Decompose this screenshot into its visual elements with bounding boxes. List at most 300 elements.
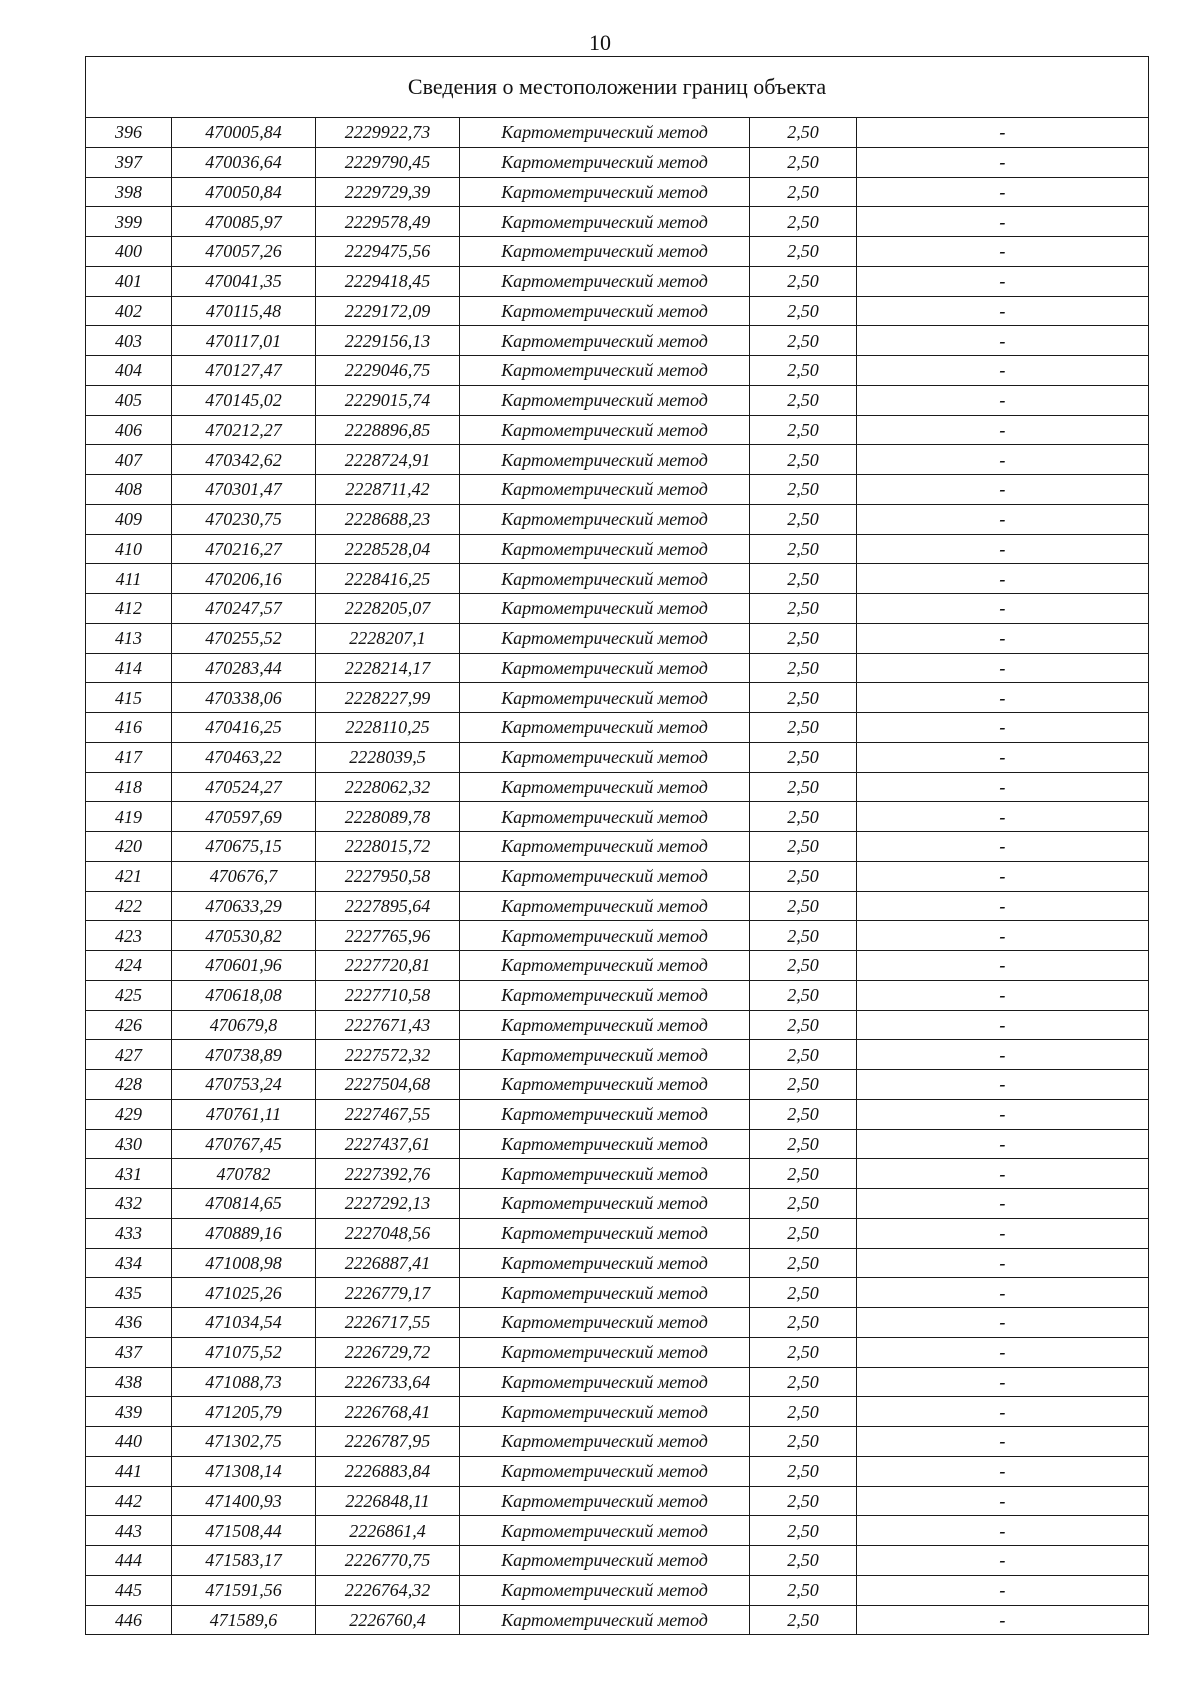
cell-description: - bbox=[857, 802, 1149, 832]
table-row bbox=[86, 504, 1149, 534]
cell-coord-x: 470679,8 bbox=[172, 1010, 316, 1040]
table-row bbox=[86, 415, 1149, 445]
cell-point-number: 425 bbox=[86, 980, 172, 1010]
cell-method: Картометрический метод bbox=[460, 742, 750, 772]
cell-coord-y: 2226779,17 bbox=[316, 1278, 460, 1308]
cell-coord-x: 471205,79 bbox=[172, 1397, 316, 1427]
cell-point-number: 443 bbox=[86, 1516, 172, 1546]
cell-point-number: 423 bbox=[86, 921, 172, 951]
boundary-location-table bbox=[85, 56, 1149, 1635]
cell-accuracy: 2,50 bbox=[750, 207, 857, 237]
table-row bbox=[86, 207, 1149, 237]
cell-coord-x: 470212,27 bbox=[172, 415, 316, 445]
table-row bbox=[86, 594, 1149, 624]
cell-description: - bbox=[857, 1367, 1149, 1397]
cell-coord-y: 2228896,85 bbox=[316, 415, 460, 445]
cell-description: - bbox=[857, 623, 1149, 653]
cell-description: - bbox=[857, 891, 1149, 921]
cell-accuracy: 2,50 bbox=[750, 475, 857, 505]
cell-coord-y: 2229172,09 bbox=[316, 296, 460, 326]
cell-accuracy: 2,50 bbox=[750, 1218, 857, 1248]
cell-coord-y: 2227437,61 bbox=[316, 1129, 460, 1159]
cell-description: - bbox=[857, 237, 1149, 267]
cell-method: Картометрический метод bbox=[460, 1189, 750, 1219]
cell-coord-x: 470005,84 bbox=[172, 118, 316, 148]
table-row bbox=[86, 1605, 1149, 1635]
table-title-row bbox=[86, 57, 1149, 118]
table-row bbox=[86, 1397, 1149, 1427]
cell-method: Картометрический метод bbox=[460, 385, 750, 415]
cell-method: Картометрический метод bbox=[460, 1486, 750, 1516]
cell-point-number: 413 bbox=[86, 623, 172, 653]
cell-accuracy: 2,50 bbox=[750, 147, 857, 177]
cell-point-number: 403 bbox=[86, 326, 172, 356]
cell-accuracy: 2,50 bbox=[750, 1456, 857, 1486]
cell-point-number: 437 bbox=[86, 1337, 172, 1367]
cell-point-number: 399 bbox=[86, 207, 172, 237]
cell-method: Картометрический метод bbox=[460, 1337, 750, 1367]
cell-point-number: 422 bbox=[86, 891, 172, 921]
cell-coord-y: 2226717,55 bbox=[316, 1308, 460, 1338]
cell-description: - bbox=[857, 832, 1149, 862]
cell-point-number: 410 bbox=[86, 534, 172, 564]
cell-coord-y: 2229922,73 bbox=[316, 118, 460, 148]
cell-accuracy: 2,50 bbox=[750, 1546, 857, 1576]
cell-coord-y: 2226729,72 bbox=[316, 1337, 460, 1367]
cell-coord-x: 471400,93 bbox=[172, 1486, 316, 1516]
cell-method: Картометрический метод bbox=[460, 237, 750, 267]
cell-method: Картометрический метод bbox=[460, 1367, 750, 1397]
cell-point-number: 432 bbox=[86, 1189, 172, 1219]
cell-accuracy: 2,50 bbox=[750, 1248, 857, 1278]
cell-coord-y: 2228724,91 bbox=[316, 445, 460, 475]
cell-point-number: 446 bbox=[86, 1605, 172, 1635]
cell-accuracy: 2,50 bbox=[750, 415, 857, 445]
cell-coord-x: 471025,26 bbox=[172, 1278, 316, 1308]
cell-method: Картометрический метод bbox=[460, 653, 750, 683]
cell-point-number: 445 bbox=[86, 1575, 172, 1605]
cell-method: Картометрический метод bbox=[460, 1397, 750, 1427]
cell-accuracy: 2,50 bbox=[750, 1010, 857, 1040]
cell-method: Картометрический метод bbox=[460, 623, 750, 653]
cell-point-number: 426 bbox=[86, 1010, 172, 1040]
table-row bbox=[86, 1546, 1149, 1576]
cell-accuracy: 2,50 bbox=[750, 861, 857, 891]
cell-method: Картометрический метод bbox=[460, 266, 750, 296]
cell-coord-x: 470530,82 bbox=[172, 921, 316, 951]
cell-method: Картометрический метод bbox=[460, 415, 750, 445]
cell-coord-y: 2228110,25 bbox=[316, 713, 460, 743]
cell-accuracy: 2,50 bbox=[750, 1367, 857, 1397]
cell-point-number: 429 bbox=[86, 1099, 172, 1129]
cell-coord-y: 2228528,04 bbox=[316, 534, 460, 564]
cell-point-number: 441 bbox=[86, 1456, 172, 1486]
cell-accuracy: 2,50 bbox=[750, 356, 857, 386]
table-row bbox=[86, 861, 1149, 891]
cell-method: Картометрический метод bbox=[460, 1546, 750, 1576]
cell-method: Картометрический метод bbox=[460, 594, 750, 624]
cell-method: Картометрический метод bbox=[460, 1308, 750, 1338]
cell-method: Картометрический метод bbox=[460, 1010, 750, 1040]
cell-description: - bbox=[857, 1248, 1149, 1278]
cell-method: Картометрический метод bbox=[460, 1605, 750, 1635]
cell-accuracy: 2,50 bbox=[750, 623, 857, 653]
cell-coord-x: 470416,25 bbox=[172, 713, 316, 743]
cell-method: Картометрический метод bbox=[460, 177, 750, 207]
table-row bbox=[86, 683, 1149, 713]
cell-point-number: 439 bbox=[86, 1397, 172, 1427]
cell-description: - bbox=[857, 980, 1149, 1010]
table-row bbox=[86, 1278, 1149, 1308]
cell-method: Картометрический метод bbox=[460, 445, 750, 475]
cell-coord-x: 470524,27 bbox=[172, 772, 316, 802]
table-row bbox=[86, 326, 1149, 356]
cell-method: Картометрический метод bbox=[460, 207, 750, 237]
cell-point-number: 415 bbox=[86, 683, 172, 713]
cell-coord-x: 470767,45 bbox=[172, 1129, 316, 1159]
cell-coord-x: 470036,64 bbox=[172, 147, 316, 177]
cell-coord-y: 2228214,17 bbox=[316, 653, 460, 683]
cell-coord-y: 2229046,75 bbox=[316, 356, 460, 386]
cell-coord-x: 470050,84 bbox=[172, 177, 316, 207]
table-row bbox=[86, 891, 1149, 921]
cell-description: - bbox=[857, 1129, 1149, 1159]
cell-method: Картометрический метод bbox=[460, 802, 750, 832]
cell-point-number: 411 bbox=[86, 564, 172, 594]
table-row bbox=[86, 1308, 1149, 1338]
cell-coord-x: 470085,97 bbox=[172, 207, 316, 237]
cell-coord-y: 2228062,32 bbox=[316, 772, 460, 802]
table-row bbox=[86, 385, 1149, 415]
table-row bbox=[86, 1516, 1149, 1546]
cell-description: - bbox=[857, 296, 1149, 326]
cell-coord-x: 471088,73 bbox=[172, 1367, 316, 1397]
cell-description: - bbox=[857, 475, 1149, 505]
cell-method: Картометрический метод bbox=[460, 118, 750, 148]
cell-description: - bbox=[857, 266, 1149, 296]
cell-description: - bbox=[857, 861, 1149, 891]
cell-coord-x: 470216,27 bbox=[172, 534, 316, 564]
cell-accuracy: 2,50 bbox=[750, 326, 857, 356]
cell-coord-x: 470127,47 bbox=[172, 356, 316, 386]
cell-description: - bbox=[857, 742, 1149, 772]
cell-accuracy: 2,50 bbox=[750, 1129, 857, 1159]
cell-description: - bbox=[857, 118, 1149, 148]
table-row bbox=[86, 1367, 1149, 1397]
cell-coord-y: 2227572,32 bbox=[316, 1040, 460, 1070]
cell-method: Картометрический метод bbox=[460, 504, 750, 534]
cell-method: Картометрический метод bbox=[460, 832, 750, 862]
cell-coord-y: 2227504,68 bbox=[316, 1070, 460, 1100]
table-row bbox=[86, 1427, 1149, 1457]
cell-method: Картометрический метод bbox=[460, 1070, 750, 1100]
cell-accuracy: 2,50 bbox=[750, 1040, 857, 1070]
cell-method: Картометрический метод bbox=[460, 921, 750, 951]
cell-coord-x: 470338,06 bbox=[172, 683, 316, 713]
cell-method: Картометрический метод bbox=[460, 1040, 750, 1070]
cell-point-number: 424 bbox=[86, 951, 172, 981]
table-row bbox=[86, 1159, 1149, 1189]
table-row bbox=[86, 1456, 1149, 1486]
cell-method: Картометрический метод bbox=[460, 1159, 750, 1189]
cell-coord-y: 2227720,81 bbox=[316, 951, 460, 981]
cell-accuracy: 2,50 bbox=[750, 1308, 857, 1338]
table-row bbox=[86, 1070, 1149, 1100]
cell-point-number: 400 bbox=[86, 237, 172, 267]
cell-method: Картометрический метод bbox=[460, 1218, 750, 1248]
cell-accuracy: 2,50 bbox=[750, 177, 857, 207]
cell-point-number: 397 bbox=[86, 147, 172, 177]
cell-coord-y: 2226848,11 bbox=[316, 1486, 460, 1516]
cell-accuracy: 2,50 bbox=[750, 980, 857, 1010]
cell-accuracy: 2,50 bbox=[750, 385, 857, 415]
cell-method: Картометрический метод bbox=[460, 683, 750, 713]
cell-point-number: 440 bbox=[86, 1427, 172, 1457]
table-row bbox=[86, 713, 1149, 743]
cell-description: - bbox=[857, 385, 1149, 415]
cell-accuracy: 2,50 bbox=[750, 951, 857, 981]
cell-coord-x: 470230,75 bbox=[172, 504, 316, 534]
cell-description: - bbox=[857, 594, 1149, 624]
cell-coord-x: 470675,15 bbox=[172, 832, 316, 862]
cell-coord-x: 470041,35 bbox=[172, 266, 316, 296]
table-row bbox=[86, 772, 1149, 802]
cell-coord-x: 470601,96 bbox=[172, 951, 316, 981]
cell-accuracy: 2,50 bbox=[750, 1337, 857, 1367]
cell-method: Картометрический метод bbox=[460, 1516, 750, 1546]
table-row bbox=[86, 356, 1149, 386]
cell-coord-y: 2227467,55 bbox=[316, 1099, 460, 1129]
cell-description: - bbox=[857, 1397, 1149, 1427]
cell-coord-x: 470761,11 bbox=[172, 1099, 316, 1129]
cell-coord-y: 2228015,72 bbox=[316, 832, 460, 862]
cell-accuracy: 2,50 bbox=[750, 921, 857, 951]
table-row bbox=[86, 177, 1149, 207]
cell-method: Картометрический метод bbox=[460, 1427, 750, 1457]
table-row bbox=[86, 1099, 1149, 1129]
cell-point-number: 405 bbox=[86, 385, 172, 415]
table-row bbox=[86, 921, 1149, 951]
cell-method: Картометрический метод bbox=[460, 951, 750, 981]
cell-coord-x: 470618,08 bbox=[172, 980, 316, 1010]
cell-description: - bbox=[857, 415, 1149, 445]
cell-point-number: 417 bbox=[86, 742, 172, 772]
cell-point-number: 430 bbox=[86, 1129, 172, 1159]
cell-coord-y: 2226768,41 bbox=[316, 1397, 460, 1427]
page-number: 10 bbox=[589, 30, 611, 55]
cell-accuracy: 2,50 bbox=[750, 891, 857, 921]
cell-description: - bbox=[857, 1516, 1149, 1546]
cell-accuracy: 2,50 bbox=[750, 118, 857, 148]
cell-description: - bbox=[857, 1099, 1149, 1129]
cell-method: Картометрический метод bbox=[460, 564, 750, 594]
cell-description: - bbox=[857, 653, 1149, 683]
cell-accuracy: 2,50 bbox=[750, 1070, 857, 1100]
cell-coord-x: 470255,52 bbox=[172, 623, 316, 653]
cell-description: - bbox=[857, 1337, 1149, 1367]
cell-description: - bbox=[857, 1218, 1149, 1248]
cell-coord-x: 471302,75 bbox=[172, 1427, 316, 1457]
cell-coord-x: 470633,29 bbox=[172, 891, 316, 921]
cell-coord-x: 470676,7 bbox=[172, 861, 316, 891]
cell-description: - bbox=[857, 1308, 1149, 1338]
cell-description: - bbox=[857, 713, 1149, 743]
cell-point-number: 412 bbox=[86, 594, 172, 624]
cell-point-number: 414 bbox=[86, 653, 172, 683]
table-row bbox=[86, 147, 1149, 177]
cell-description: - bbox=[857, 1189, 1149, 1219]
cell-description: - bbox=[857, 356, 1149, 386]
cell-description: - bbox=[857, 1575, 1149, 1605]
cell-coord-y: 2227950,58 bbox=[316, 861, 460, 891]
cell-point-number: 427 bbox=[86, 1040, 172, 1070]
cell-method: Картометрический метод bbox=[460, 1129, 750, 1159]
table-row bbox=[86, 653, 1149, 683]
cell-accuracy: 2,50 bbox=[750, 1575, 857, 1605]
cell-accuracy: 2,50 bbox=[750, 1159, 857, 1189]
cell-coord-y: 2228205,07 bbox=[316, 594, 460, 624]
table-row bbox=[86, 1040, 1149, 1070]
cell-coord-y: 2226883,84 bbox=[316, 1456, 460, 1486]
cell-coord-x: 470753,24 bbox=[172, 1070, 316, 1100]
cell-description: - bbox=[857, 772, 1149, 802]
cell-accuracy: 2,50 bbox=[750, 1278, 857, 1308]
cell-method: Картометрический метод bbox=[460, 475, 750, 505]
cell-point-number: 409 bbox=[86, 504, 172, 534]
table-row bbox=[86, 1575, 1149, 1605]
table-body bbox=[86, 118, 1149, 1635]
cell-coord-y: 2228416,25 bbox=[316, 564, 460, 594]
table-row bbox=[86, 118, 1149, 148]
table-row bbox=[86, 1218, 1149, 1248]
table-row bbox=[86, 1010, 1149, 1040]
cell-coord-x: 470342,62 bbox=[172, 445, 316, 475]
cell-coord-x: 471308,14 bbox=[172, 1456, 316, 1486]
cell-accuracy: 2,50 bbox=[750, 1516, 857, 1546]
cell-accuracy: 2,50 bbox=[750, 772, 857, 802]
cell-coord-x: 470782 bbox=[172, 1159, 316, 1189]
cell-point-number: 444 bbox=[86, 1546, 172, 1576]
table-row bbox=[86, 237, 1149, 267]
cell-coord-x: 470738,89 bbox=[172, 1040, 316, 1070]
table-row bbox=[86, 951, 1149, 981]
cell-point-number: 442 bbox=[86, 1486, 172, 1516]
cell-method: Картометрический метод bbox=[460, 772, 750, 802]
cell-point-number: 408 bbox=[86, 475, 172, 505]
cell-coord-y: 2227671,43 bbox=[316, 1010, 460, 1040]
table-row bbox=[86, 1486, 1149, 1516]
cell-point-number: 434 bbox=[86, 1248, 172, 1278]
cell-accuracy: 2,50 bbox=[750, 802, 857, 832]
cell-coord-y: 2226760,4 bbox=[316, 1605, 460, 1635]
table-title: Сведения о местоположении границ объекта bbox=[86, 57, 1149, 118]
table-row bbox=[86, 742, 1149, 772]
cell-description: - bbox=[857, 534, 1149, 564]
table-row bbox=[86, 445, 1149, 475]
cell-description: - bbox=[857, 177, 1149, 207]
cell-coord-y: 2228227,99 bbox=[316, 683, 460, 713]
cell-coord-y: 2226733,64 bbox=[316, 1367, 460, 1397]
cell-method: Картометрический метод bbox=[460, 534, 750, 564]
cell-coord-y: 2229156,13 bbox=[316, 326, 460, 356]
cell-coord-y: 2229729,39 bbox=[316, 177, 460, 207]
cell-description: - bbox=[857, 1427, 1149, 1457]
cell-coord-y: 2227292,13 bbox=[316, 1189, 460, 1219]
cell-point-number: 420 bbox=[86, 832, 172, 862]
cell-description: - bbox=[857, 207, 1149, 237]
cell-point-number: 431 bbox=[86, 1159, 172, 1189]
cell-description: - bbox=[857, 1605, 1149, 1635]
table-row bbox=[86, 623, 1149, 653]
cell-coord-x: 471508,44 bbox=[172, 1516, 316, 1546]
cell-coord-x: 470247,57 bbox=[172, 594, 316, 624]
table-row bbox=[86, 1337, 1149, 1367]
cell-method: Картометрический метод bbox=[460, 1248, 750, 1278]
cell-point-number: 421 bbox=[86, 861, 172, 891]
cell-description: - bbox=[857, 1278, 1149, 1308]
cell-accuracy: 2,50 bbox=[750, 266, 857, 296]
cell-coord-y: 2227710,58 bbox=[316, 980, 460, 1010]
cell-point-number: 402 bbox=[86, 296, 172, 326]
cell-coord-y: 2226764,32 bbox=[316, 1575, 460, 1605]
cell-method: Картометрический метод bbox=[460, 1575, 750, 1605]
cell-description: - bbox=[857, 921, 1149, 951]
cell-coord-x: 470117,01 bbox=[172, 326, 316, 356]
cell-description: - bbox=[857, 147, 1149, 177]
cell-coord-y: 2227895,64 bbox=[316, 891, 460, 921]
cell-point-number: 438 bbox=[86, 1367, 172, 1397]
cell-accuracy: 2,50 bbox=[750, 296, 857, 326]
cell-description: - bbox=[857, 1040, 1149, 1070]
cell-description: - bbox=[857, 504, 1149, 534]
cell-coord-y: 2226787,95 bbox=[316, 1427, 460, 1457]
table-row bbox=[86, 296, 1149, 326]
table-row bbox=[86, 534, 1149, 564]
cell-description: - bbox=[857, 951, 1149, 981]
cell-coord-y: 2229015,74 bbox=[316, 385, 460, 415]
cell-method: Картометрический метод bbox=[460, 1278, 750, 1308]
cell-point-number: 435 bbox=[86, 1278, 172, 1308]
cell-coord-x: 470597,69 bbox=[172, 802, 316, 832]
cell-coord-y: 2228207,1 bbox=[316, 623, 460, 653]
cell-description: - bbox=[857, 445, 1149, 475]
cell-point-number: 436 bbox=[86, 1308, 172, 1338]
cell-point-number: 428 bbox=[86, 1070, 172, 1100]
cell-coord-x: 470301,47 bbox=[172, 475, 316, 505]
cell-coord-y: 2228711,42 bbox=[316, 475, 460, 505]
cell-accuracy: 2,50 bbox=[750, 237, 857, 267]
table-row bbox=[86, 475, 1149, 505]
cell-coord-x: 470283,44 bbox=[172, 653, 316, 683]
cell-description: - bbox=[857, 1010, 1149, 1040]
cell-accuracy: 2,50 bbox=[750, 504, 857, 534]
cell-accuracy: 2,50 bbox=[750, 1397, 857, 1427]
cell-coord-x: 470145,02 bbox=[172, 385, 316, 415]
cell-point-number: 398 bbox=[86, 177, 172, 207]
cell-description: - bbox=[857, 1070, 1149, 1100]
cell-accuracy: 2,50 bbox=[750, 1099, 857, 1129]
table-row bbox=[86, 802, 1149, 832]
cell-point-number: 401 bbox=[86, 266, 172, 296]
cell-accuracy: 2,50 bbox=[750, 742, 857, 772]
cell-coord-x: 470115,48 bbox=[172, 296, 316, 326]
cell-method: Картометрический метод bbox=[460, 1456, 750, 1486]
table-row bbox=[86, 266, 1149, 296]
cell-method: Картометрический метод bbox=[460, 861, 750, 891]
cell-method: Картометрический метод bbox=[460, 326, 750, 356]
cell-coord-y: 2229578,49 bbox=[316, 207, 460, 237]
cell-coord-x: 471591,56 bbox=[172, 1575, 316, 1605]
